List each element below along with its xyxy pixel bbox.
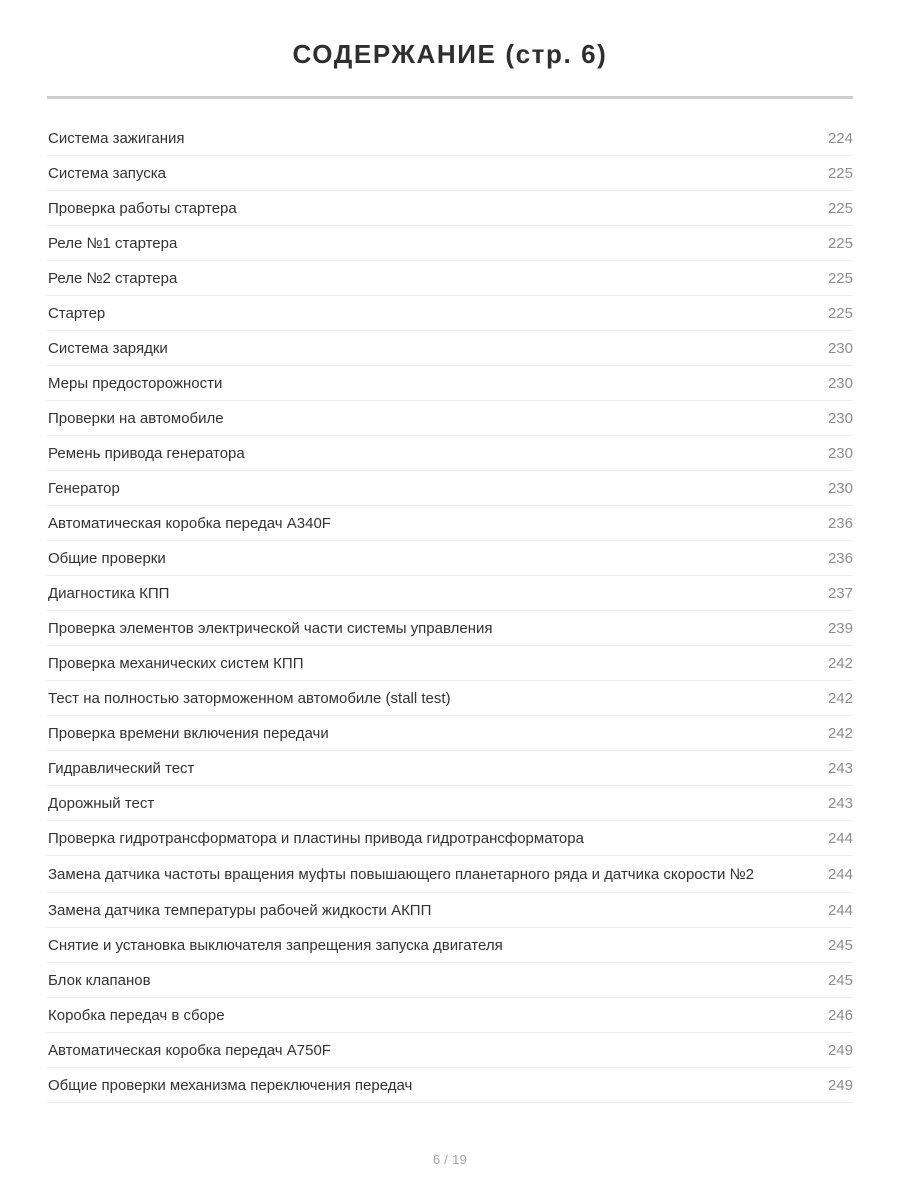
toc-row[interactable] xyxy=(47,963,853,998)
page-footer: 6 / 19 xyxy=(432,1152,468,1167)
toc-entry-title: Генератор xyxy=(48,480,120,497)
toc-row[interactable] xyxy=(47,821,853,856)
toc-entry-title: Замена датчика температуры рабочей жидкости АКПП xyxy=(48,902,432,919)
toc-entry-title: Автоматическая коробка передач A750F xyxy=(48,1042,331,1059)
toc-row[interactable] xyxy=(47,471,853,506)
toc-row[interactable] xyxy=(47,436,853,471)
toc-entry-page-number: 245 xyxy=(827,972,853,989)
toc-row[interactable] xyxy=(47,121,853,156)
toc-row[interactable] xyxy=(47,998,853,1033)
toc-entry-page-number: 244 xyxy=(827,902,853,919)
toc-entry-page-number: 230 xyxy=(827,480,853,497)
toc-entry-title: Система запуска xyxy=(48,165,166,182)
toc-entry-title: Система зарядки xyxy=(48,340,168,357)
toc-row[interactable] xyxy=(47,541,853,576)
toc-entry-page-number: 230 xyxy=(827,375,853,392)
toc-row[interactable] xyxy=(47,1033,853,1068)
toc-entry-title: Реле №1 стартера xyxy=(48,235,178,252)
toc-entry-page-number: 246 xyxy=(827,1007,853,1024)
toc-entry-title: Коробка передач в сборе xyxy=(48,1007,225,1024)
toc-row[interactable] xyxy=(47,646,853,681)
toc-row[interactable] xyxy=(47,681,853,716)
toc-entry-page-number: 225 xyxy=(827,270,853,287)
toc-entry-title: Меры предосторожности xyxy=(48,375,223,392)
toc-row[interactable] xyxy=(47,928,853,963)
toc-entry-page-number: 225 xyxy=(827,305,853,322)
toc-row[interactable] xyxy=(47,751,853,786)
toc-row[interactable] xyxy=(47,576,853,611)
toc-row[interactable] xyxy=(47,716,853,751)
toc-entry-page-number: 249 xyxy=(827,1077,853,1094)
toc-row[interactable] xyxy=(47,1068,853,1103)
title-divider xyxy=(47,96,853,99)
toc-entry-title: Общие проверки механизма переключения передач xyxy=(48,1077,413,1094)
toc-entry-page-number: 244 xyxy=(827,830,853,847)
toc-row[interactable] xyxy=(47,261,853,296)
toc-entry-title: Проверка работы стартера xyxy=(48,200,237,217)
toc-entry-page-number: 230 xyxy=(827,445,853,462)
toc-entry-title: Ремень привода генератора xyxy=(48,445,245,462)
toc-entry-title: Проверка гидротрансформатора и пластины привода гидротрансформатора xyxy=(48,830,584,847)
toc-row[interactable] xyxy=(47,893,853,928)
toc-entry-title: Система зажигания xyxy=(48,130,185,147)
toc-entry-page-number: 243 xyxy=(827,760,853,777)
toc-row[interactable] xyxy=(47,331,853,366)
toc-entry-page-number: 225 xyxy=(827,235,853,252)
toc-entry-page-number: 243 xyxy=(827,795,853,812)
toc-entry-page-number: 225 xyxy=(827,200,853,217)
toc-entry-page-number: 239 xyxy=(827,620,853,637)
toc-entry-title: Снятие и установка выключателя запрещения запуска двигателя xyxy=(48,937,503,954)
toc-entry-page-number: 245 xyxy=(827,937,853,954)
toc-row[interactable] xyxy=(47,401,853,436)
toc-entry-title: Реле №2 стартера xyxy=(48,270,178,287)
toc-row[interactable] xyxy=(47,786,853,821)
toc-row[interactable] xyxy=(47,191,853,226)
toc-row[interactable] xyxy=(47,856,853,893)
toc-entry-title: Стартер xyxy=(48,305,106,322)
toc-entry-page-number: 244 xyxy=(827,866,853,883)
toc-entry-page-number: 224 xyxy=(827,130,853,147)
toc-row[interactable] xyxy=(47,226,853,261)
toc-entry-page-number: 230 xyxy=(827,340,853,357)
page-title: СОДЕРЖАНИЕ (стр. 6) xyxy=(292,39,608,69)
toc-entry-page-number: 236 xyxy=(827,515,853,532)
toc-row[interactable] xyxy=(47,506,853,541)
toc-entry-page-number: 242 xyxy=(827,690,853,707)
toc-entry-page-number: 230 xyxy=(827,410,853,427)
toc-row[interactable] xyxy=(47,611,853,646)
toc-entry-page-number: 249 xyxy=(827,1042,853,1059)
toc-entry-title: Замена датчика частоты вращения муфты повышающего планетарного ряда и датчика скорости №2 xyxy=(48,866,754,883)
toc-entry-page-number: 237 xyxy=(827,585,853,602)
toc-entry-title: Проверка механических систем КПП xyxy=(48,655,304,672)
toc-entry-title: Блок клапанов xyxy=(48,972,151,989)
toc-entry-title: Общие проверки xyxy=(48,550,166,567)
toc-entry-title: Проверка времени включения передачи xyxy=(48,725,329,742)
toc-row[interactable] xyxy=(47,156,853,191)
toc-entry-page-number: 242 xyxy=(827,655,853,672)
table-of-contents xyxy=(47,121,853,1103)
toc-entry-page-number: 236 xyxy=(827,550,853,567)
toc-entry-title: Проверка элементов электрической части системы управления xyxy=(48,620,493,637)
toc-entry-title: Диагностика КПП xyxy=(48,585,170,602)
toc-entry-title: Гидравлический тест xyxy=(48,760,195,777)
toc-entry-title: Автоматическая коробка передач A340F xyxy=(48,515,331,532)
toc-entry-title: Тест на полностью заторможенном автомобиле (stall test) xyxy=(48,690,451,707)
toc-entry-title: Дорожный тест xyxy=(48,795,155,812)
toc-row[interactable] xyxy=(47,296,853,331)
toc-entry-page-number: 242 xyxy=(827,725,853,742)
toc-entry-page-number: 225 xyxy=(827,165,853,182)
toc-row[interactable] xyxy=(47,366,853,401)
toc-entry-title: Проверки на автомобиле xyxy=(48,410,224,427)
